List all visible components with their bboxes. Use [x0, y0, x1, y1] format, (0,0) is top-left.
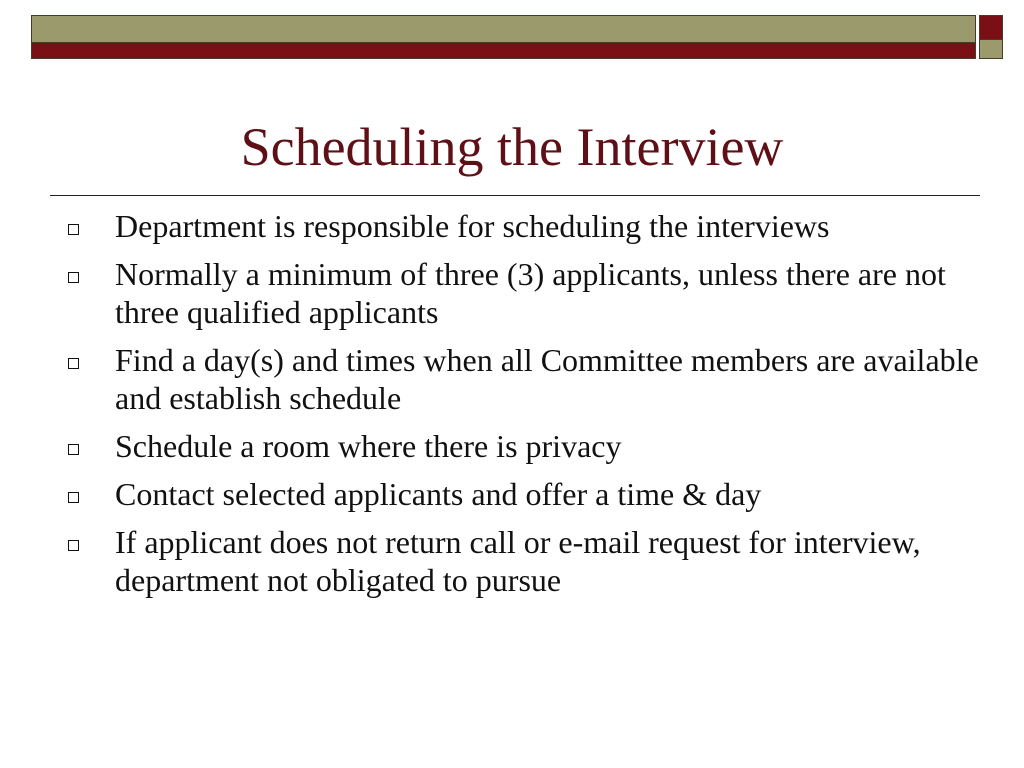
header-decoration-bar	[31, 15, 976, 59]
hollow-square-bullet-icon	[68, 224, 79, 235]
header-maroon-stripe	[32, 42, 975, 58]
hollow-square-bullet-icon	[68, 540, 79, 551]
bullet-text: Contact selected applicants and offer a time & day	[115, 476, 762, 512]
hollow-square-bullet-icon	[68, 444, 79, 455]
bullet-text: Department is responsible for scheduling the interviews	[115, 208, 830, 244]
header-olive-stripe	[32, 16, 975, 43]
bullet-text: Find a day(s) and times when all Committee members are available and establish schedule	[115, 342, 979, 416]
hollow-square-bullet-icon	[68, 358, 79, 369]
bullet-text: If applicant does not return call or e-mail request for interview, department not obligated to pursue	[115, 524, 921, 598]
bullet-text: Schedule a room where there is privacy	[115, 428, 622, 464]
hollow-square-bullet-icon	[68, 492, 79, 503]
bullet-list	[60, 207, 980, 609]
hollow-square-bullet-icon	[68, 272, 79, 283]
slide-title: Scheduling the Interview	[240, 117, 784, 177]
bullet-item	[60, 341, 980, 417]
corner-olive-block	[979, 40, 1003, 59]
bullet-item	[60, 523, 980, 599]
bullet-text: Normally a minimum of three (3) applicants, unless there are not three qualified applicants	[115, 256, 946, 330]
bullet-item	[60, 475, 980, 513]
corner-maroon-block	[979, 15, 1003, 40]
bullet-item	[60, 207, 980, 245]
bullet-item	[60, 427, 980, 465]
title-divider	[50, 195, 980, 196]
bullet-item	[60, 255, 980, 331]
